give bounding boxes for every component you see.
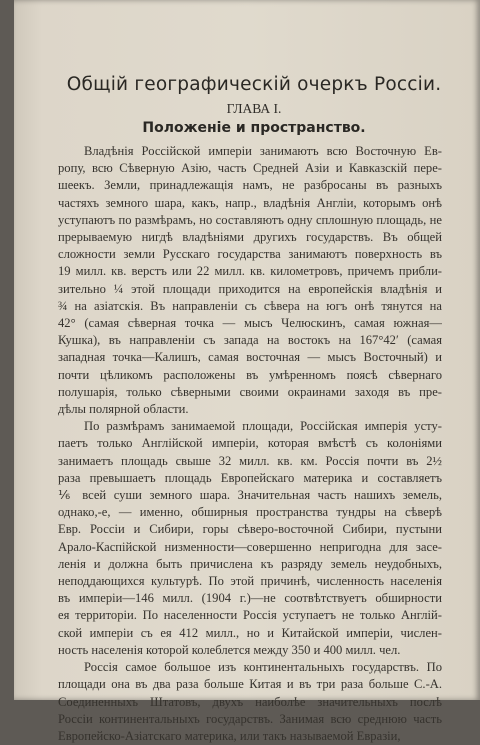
- text-line: ея территоріи. По населенности Россія уступаетъ не только Англій-: [58, 608, 442, 623]
- body-text: [58, 143, 442, 745]
- text-line: зительно ¼ этой площади приходится на европейскія владѣнія и: [58, 281, 442, 296]
- text-line: западная точка—Калишъ, самая восточная — мысъ Восточный) и: [58, 350, 442, 365]
- text-line: уступаютъ по размѣрамъ, но составляютъ одну сплошную площадь, не: [58, 212, 442, 227]
- text-line: площади она въ два раза больше Китая и въ три раза больше С.-А.: [58, 677, 442, 692]
- text-line: Россія самое большое изъ континентальныхъ государствъ. По: [84, 660, 442, 675]
- text-line: ской имперіи съ ея 412 милл., но и Китайской имперіи, числен-: [58, 625, 442, 640]
- text-line: ленія и должна быть причислена къ разряду земель неудобныхъ,: [58, 556, 442, 571]
- text-line: почти цѣликомъ расположены въ умѣренномъ поясѣ сѣвернаго: [58, 367, 442, 382]
- text-line: Евр. Россіи и Сибири, горы сѣверо-восточной Сибири, пустыни: [58, 522, 442, 537]
- text-line: шеекъ. Земли, принадлежащія намъ, не разбросаны въ разныхъ: [58, 178, 442, 193]
- text-line: 19 милл. кв. верстъ или 22 милл. кв. километровъ, причемъ прибли-: [58, 264, 442, 279]
- section-title: Положенiе и пространство.: [142, 120, 366, 136]
- page-title: Общiй географическiй очеркъ Россiи.: [66, 74, 442, 95]
- text-line: полушарія, только сѣверными своими окраинами заходя въ пре-: [58, 384, 442, 399]
- text-line: По размѣрамъ занимаемой площади, Россійская имперія усту-: [84, 419, 442, 434]
- text-line: Соединенныхъ Штатовъ, двухъ наиболѣе значительныхъ послѣ: [58, 694, 442, 709]
- text-line: частяхъ земного шара, какъ, напр., владѣнія Англіи, которымъ онѣ: [58, 195, 442, 210]
- text-line: Европейско-Азіатскаго материка, или такъ называемой Евразіи,: [58, 728, 401, 743]
- text-line: Кушка), въ направленіи съ запада на востокъ на 167°42′ (самая: [58, 333, 442, 348]
- text-line: занимаетъ площадь свыше 32 милл. кв. км. Россія почти въ 2½: [58, 453, 442, 468]
- text-line: ность населенія которой колеблется между 350 и 400 милл. чел.: [58, 642, 401, 657]
- text-line: ропу, всю Сѣверную Азію, часть Средней Азіи и Кавказскій пере-: [58, 161, 442, 176]
- text-line: Арало-Каспійской низменности—совершенно непригодна для засе-: [58, 539, 442, 554]
- book-page: [14, 0, 480, 743]
- text-line: дѣлы полярной области.: [58, 402, 189, 417]
- paragraph: [58, 659, 442, 745]
- text-line: ¾ на азіатскія. Въ направленіи съ сѣвера на югъ онѣ тянутся на: [58, 298, 442, 313]
- paragraph: [58, 143, 442, 418]
- text-line: неподдающихся культурѣ. По этой причинѣ, численность населенія: [58, 574, 442, 589]
- text-line: однако,-е, — именно, обширныя пространства тундры на сѣверѣ: [58, 505, 442, 520]
- paragraph: [58, 418, 442, 659]
- text-line: Владѣнія Россійской имперіи занимаютъ всю Восточную Ев-: [84, 144, 442, 158]
- text-line: ⅙ всей суши земного шара. Значительная часть нашихъ земель,: [58, 488, 442, 503]
- chapter-heading: ГЛАВА I.: [226, 101, 282, 116]
- text-line: сложности земли Русскаго государства занимаютъ поверхность въ: [58, 247, 442, 262]
- text-line: раза превышаетъ площадь Европейскаго материка и составляетъ: [58, 470, 442, 485]
- text-line: прерываемую нигдѣ владѣніями другихъ государствъ. Въ общей: [58, 230, 442, 245]
- text-line: Россіи континентальныхъ государствъ. Занимая всю среднюю часть: [58, 711, 442, 726]
- text-line: паетъ только Англійской имперіи, которая вмѣстѣ съ колоніями: [58, 436, 442, 451]
- text-line: 42° (самая сѣверная точка — мысъ Челюскинъ, самая южная—: [58, 316, 442, 331]
- text-line: въ имперіи—146 милл. (1904 г.)—не соотвѣтствуетъ обширности: [58, 591, 442, 606]
